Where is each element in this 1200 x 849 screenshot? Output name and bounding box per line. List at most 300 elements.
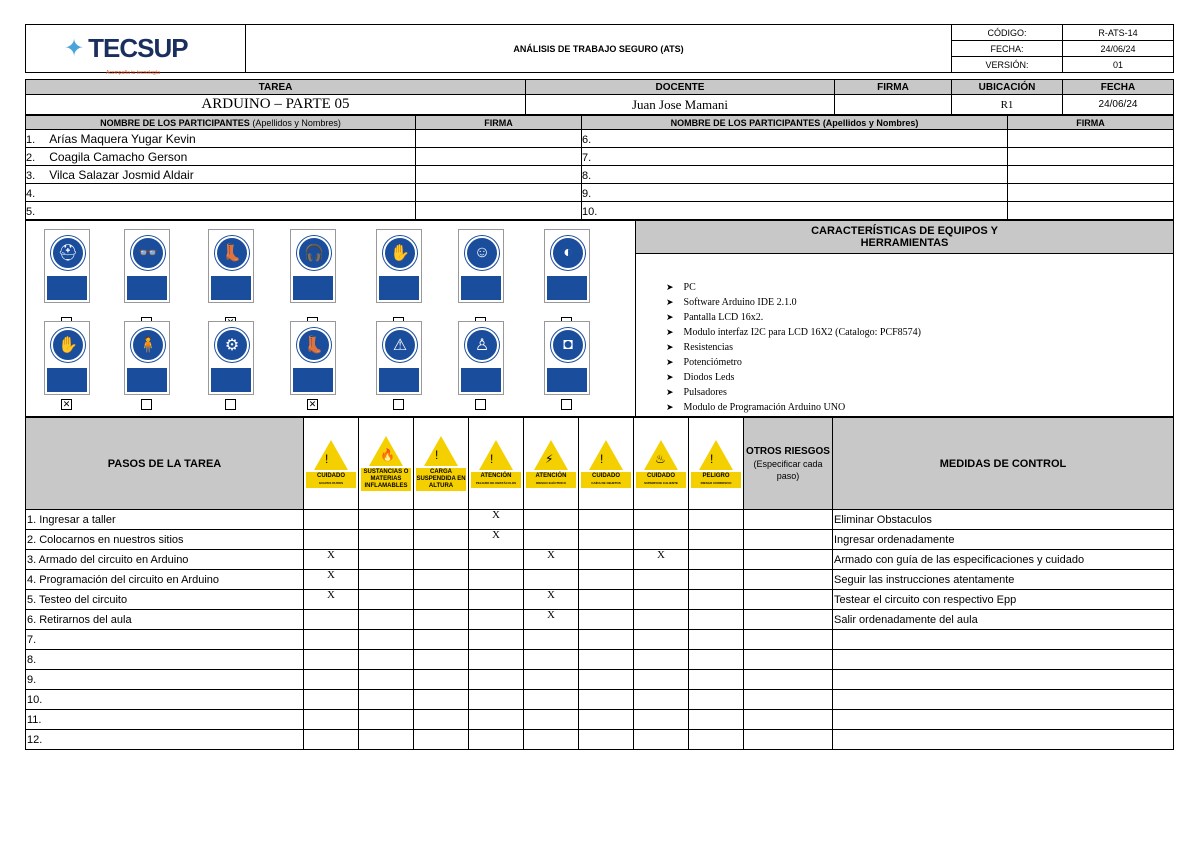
risk-sign-cell (579, 418, 634, 510)
participant-name-cell[interactable] (582, 166, 1008, 184)
risk-mark-cell[interactable] (579, 690, 634, 710)
ppe-sign-text (47, 276, 87, 300)
risk-mark-cell[interactable] (524, 570, 579, 590)
header-table (25, 24, 1174, 76)
other-risk-cell[interactable] (744, 570, 833, 590)
meta-label: CÓDIGO: (952, 25, 1063, 41)
ppe-sign (458, 321, 504, 395)
step-text[interactable]: 3. Armado del circuito en Arduino (26, 550, 304, 570)
risk-mark-cell[interactable] (469, 550, 524, 570)
risk-mark-cell[interactable] (689, 730, 744, 750)
ppe-checkbox[interactable]: ✕ (308, 399, 317, 409)
ppe-sign-text (461, 276, 501, 300)
other-risk-cell[interactable] (744, 510, 833, 530)
risk-mark-cell[interactable] (524, 650, 579, 670)
other-risk-cell[interactable] (744, 730, 833, 750)
participant-signature-cell[interactable] (416, 130, 582, 148)
participant-name-cell[interactable] (26, 130, 416, 148)
warning-triangle-icon (534, 440, 568, 470)
step-row (26, 530, 1174, 550)
warning-triangle-icon (699, 440, 733, 470)
risk-mark-cell[interactable] (359, 630, 414, 650)
risk-sign-title: CARGA SUSPENDIDA EN ALTURA (416, 469, 466, 489)
helmet-icon: ⛑ (51, 236, 85, 270)
participant-signature-cell[interactable] (416, 166, 582, 184)
control-measure-text[interactable]: Testear el circuito con respectivo Epp (833, 590, 1174, 610)
risk-mark-cell[interactable] (414, 730, 469, 750)
meta-value: R-ATS-14 (1063, 25, 1174, 41)
participant-number: 3. (26, 169, 36, 182)
step-text[interactable]: 4. Programación del circuito en Arduino (26, 570, 304, 590)
risk-mark-cell[interactable] (469, 670, 524, 690)
risk-mark-cell[interactable] (469, 690, 524, 710)
risk-mark-cell[interactable] (634, 690, 689, 710)
other-risk-cell[interactable] (744, 630, 833, 650)
warning-glyph: ⚡ (545, 451, 554, 466)
ubicacion-value[interactable]: R1 (952, 95, 1063, 115)
risk-sign-title: CUIDADO (317, 472, 345, 479)
tecsup-logo-icon: ✦ (64, 35, 85, 62)
risk-mark-cell[interactable] (634, 510, 689, 530)
risk-mark-cell[interactable]: X (524, 590, 579, 610)
control-measures-label: MEDIDAS DE CONTROL (833, 418, 1174, 510)
risk-mark-cell[interactable] (579, 530, 634, 550)
participant-name: Coagila Camacho Gerson (49, 149, 188, 164)
ppe-checkbox[interactable] (475, 399, 486, 410)
ppe-sign-text (47, 368, 87, 392)
participant-name-cell[interactable] (26, 202, 416, 220)
warning-glyph: ♨ (655, 451, 666, 466)
risk-mark-cell[interactable] (359, 510, 414, 530)
ppe-sign (544, 321, 590, 395)
control-measure-text[interactable] (833, 690, 1174, 710)
risk-sign-cell (524, 418, 579, 510)
risk-mark-cell[interactable] (579, 650, 634, 670)
risk-mark-cell[interactable] (634, 630, 689, 650)
ats-sheet (25, 24, 1173, 750)
equipment-list (636, 254, 1173, 415)
risk-mark-cell[interactable] (359, 570, 414, 590)
risk-mark-cell[interactable]: X (469, 510, 524, 530)
risk-mark-cell[interactable] (414, 610, 469, 630)
risk-mark-cell[interactable] (359, 710, 414, 730)
warning-triangle-icon (479, 440, 513, 470)
logo-tagline: Acompaña tu tecnología (106, 70, 160, 76)
step-text[interactable]: 9. (26, 670, 304, 690)
gloves-icon: ✋ (383, 236, 417, 270)
tarea-label: TAREA (26, 80, 526, 95)
step-text[interactable]: 8. (26, 650, 304, 670)
risk-mark-cell[interactable] (414, 710, 469, 730)
control-measure-text[interactable]: Seguir las instrucciones atentamente (833, 570, 1174, 590)
risk-sign-label (526, 472, 576, 488)
participant-row (26, 184, 1174, 202)
risk-mark-cell[interactable] (414, 650, 469, 670)
apron-icon: ♙ (465, 328, 499, 362)
ppe-sign (376, 321, 422, 395)
participant-number: 6. (582, 133, 592, 146)
warning-triangle-icon (369, 436, 403, 466)
risk-mark-cell[interactable] (304, 610, 359, 630)
ppe-sign-text (127, 368, 167, 392)
participant-signature-cell[interactable] (1008, 130, 1174, 148)
control-measure-text[interactable] (833, 730, 1174, 750)
participant-number: 5. (26, 205, 36, 218)
ppe-panel (26, 221, 636, 417)
risk-mark-cell[interactable] (634, 730, 689, 750)
ppe-sign-text (211, 368, 251, 392)
ppe-checkbox[interactable] (393, 399, 404, 410)
risk-mark-cell[interactable] (524, 670, 579, 690)
step-row (26, 710, 1174, 730)
risk-mark-cell[interactable] (359, 670, 414, 690)
boots-icon: 👢 (215, 236, 249, 270)
risk-mark-cell[interactable] (469, 630, 524, 650)
participant-signature-cell[interactable] (1008, 202, 1174, 220)
participant-signature-cell[interactable] (1008, 148, 1174, 166)
risk-mark-cell[interactable] (579, 510, 634, 530)
firma-label: FIRMA (835, 80, 952, 95)
risk-mark-cell[interactable]: X (634, 550, 689, 570)
step-row (26, 550, 1174, 570)
equipment-item: ➤ Diodos Leds (666, 370, 1173, 385)
participants-label-text: NOMBRE DE LOS PARTICIPANTES (100, 117, 250, 128)
participant-name-cell[interactable] (582, 130, 1008, 148)
control-measure-text[interactable]: Eliminar Obstaculos (833, 510, 1174, 530)
risk-mark-cell[interactable] (579, 670, 634, 690)
harness-icon: ⚙ (215, 328, 249, 362)
fecha-label: FECHA (1063, 80, 1174, 95)
risk-mark-cell[interactable] (634, 570, 689, 590)
control-measure-text[interactable] (833, 670, 1174, 690)
risk-mark-cell[interactable] (414, 670, 469, 690)
participant-number: 9. (582, 187, 592, 200)
risk-mark-cell[interactable] (359, 690, 414, 710)
participant-signature-cell[interactable] (416, 202, 582, 220)
risk-sign-subtitle: CAÍDA DE OBJETOS (591, 480, 621, 485)
risk-mark-cell[interactable] (634, 650, 689, 670)
fecha-value[interactable]: 24/06/24 (1063, 95, 1174, 115)
equipment-title: CARACTERÍSTICAS DE EQUIPOS Y HERRAMIENTAS (636, 221, 1173, 254)
other-risks-title: OTROS RIESGOS (746, 445, 830, 457)
equipment-item: ➤ Resistencias (666, 340, 1173, 355)
ppe-sign (544, 229, 590, 303)
step-text[interactable]: 1. Ingresar a taller (26, 510, 304, 530)
risk-mark-cell[interactable] (689, 650, 744, 670)
risk-sign-label (471, 472, 521, 488)
steps-label: PASOS DE LA TAREA (26, 418, 304, 510)
risk-mark-cell[interactable]: X (304, 550, 359, 570)
risk-mark-cell[interactable] (634, 670, 689, 690)
ear-protection-icon: 🎧 (297, 236, 331, 270)
control-measure-text[interactable]: Armado con guía de las especificaciones y cuidado (833, 550, 1174, 570)
risk-mark-cell[interactable]: X (524, 550, 579, 570)
ppe-sign-text (127, 276, 167, 300)
ppe-sign (458, 229, 504, 303)
risk-mark-cell[interactable] (359, 730, 414, 750)
ppe-checkbox[interactable] (225, 399, 236, 410)
meta-label: VERSIÓN: (952, 57, 1063, 73)
welding-mask-icon: ◘ (551, 328, 585, 362)
ppe-sign-text (379, 276, 419, 300)
risk-mark-cell[interactable] (359, 610, 414, 630)
other-risks-subtitle: (Especificar cada paso) (753, 458, 823, 481)
control-measure-text[interactable] (833, 630, 1174, 650)
ppe-sign (208, 321, 254, 395)
risk-mark-cell[interactable] (524, 510, 579, 530)
step-text[interactable]: 6. Retirarnos del aula (26, 610, 304, 630)
logo-cell (26, 25, 246, 76)
risk-mark-cell[interactable] (689, 670, 744, 690)
logo-text: TECSUP (88, 33, 188, 63)
ppe-sign (290, 229, 336, 303)
participant-name-cell[interactable] (582, 148, 1008, 166)
risk-mark-cell[interactable] (689, 630, 744, 650)
risk-mark-cell[interactable] (304, 690, 359, 710)
control-measure-text[interactable]: Ingresar ordenadamente (833, 530, 1174, 550)
risk-mark-cell[interactable] (304, 730, 359, 750)
docente-value[interactable]: Juan Jose Mamani (526, 95, 835, 115)
participant-name-cell[interactable] (582, 202, 1008, 220)
risk-sign-title: CUIDADO (647, 472, 675, 479)
risk-mark-cell[interactable] (414, 530, 469, 550)
participant-row (26, 148, 1174, 166)
risk-mark-cell[interactable] (414, 570, 469, 590)
warning-triangle-icon (314, 440, 348, 470)
participant-row (26, 130, 1174, 148)
other-risk-cell[interactable] (744, 530, 833, 550)
risk-mark-cell[interactable] (359, 550, 414, 570)
risk-mark-cell[interactable] (469, 610, 524, 630)
guard-icon: ⚠ (383, 328, 417, 362)
risk-mark-cell[interactable] (634, 590, 689, 610)
risk-mark-cell[interactable] (469, 730, 524, 750)
risk-mark-cell[interactable] (304, 530, 359, 550)
safety-suit-icon: 🧍 (131, 328, 165, 362)
ppe-sign (44, 321, 90, 395)
participant-signature-cell[interactable] (1008, 166, 1174, 184)
ppe-sign-text (461, 368, 501, 392)
participants-firma-label-right: FIRMA (1008, 116, 1174, 130)
participant-number: 2. (26, 151, 36, 164)
warning-glyph: ! (490, 451, 494, 466)
risk-mark-cell[interactable] (579, 730, 634, 750)
participants-body (26, 130, 1174, 220)
step-text[interactable]: 11. (26, 710, 304, 730)
risk-mark-cell[interactable] (579, 590, 634, 610)
risk-mark-cell[interactable] (524, 690, 579, 710)
dielectric-gloves-icon: ✋ (51, 328, 85, 362)
participant-signature-cell[interactable] (1008, 184, 1174, 202)
risk-mark-cell[interactable] (689, 570, 744, 590)
warning-glyph: ! (710, 451, 714, 466)
participant-number: 8. (582, 169, 592, 182)
ppe-sign-text (379, 368, 419, 392)
risk-mark-cell[interactable] (359, 530, 414, 550)
risk-mark-cell[interactable] (414, 690, 469, 710)
participants-label (26, 116, 416, 130)
step-text[interactable]: 2. Colocarnos en nuestros sitios (26, 530, 304, 550)
risk-mark-cell[interactable] (634, 710, 689, 730)
warning-glyph: 🔥 (380, 448, 395, 462)
risk-mark-cell[interactable] (414, 550, 469, 570)
risk-header-row (26, 418, 1174, 510)
risk-mark-cell[interactable] (359, 650, 414, 670)
step-row (26, 630, 1174, 650)
participants-label-sub: (Apellidos y Nombres) (252, 117, 341, 128)
ppe-area (26, 221, 635, 416)
risk-mark-cell[interactable] (689, 510, 744, 530)
equipment-item: ➤ Pulsadores (666, 385, 1173, 400)
participant-name-cell[interactable] (26, 166, 416, 184)
step-text[interactable]: 5. Testeo del circuito (26, 590, 304, 610)
other-risk-cell[interactable] (744, 550, 833, 570)
equipment-item: ➤ Modulo interfaz I2C para LCD 16X2 (Catalogo: PCF8574) (666, 325, 1173, 340)
risk-sign-title: PELIGRO (702, 472, 730, 479)
warning-triangle-icon (589, 440, 623, 470)
goggles-icon: 👓 (131, 236, 165, 270)
risk-mark-cell[interactable] (469, 650, 524, 670)
warning-glyph: ! (325, 451, 329, 466)
participant-name: Vilca Salazar Josmid Aldair (49, 167, 194, 182)
risk-mark-cell[interactable] (524, 530, 579, 550)
risk-mark-cell[interactable] (579, 710, 634, 730)
participant-number: 7. (582, 151, 592, 164)
risk-mark-cell[interactable] (689, 690, 744, 710)
risk-sign-label (581, 472, 631, 488)
firma-value[interactable] (835, 95, 952, 115)
risk-mark-cell[interactable] (579, 630, 634, 650)
risk-mark-cell[interactable] (579, 550, 634, 570)
ppe-checkbox[interactable] (561, 399, 572, 410)
risk-mark-cell[interactable] (304, 630, 359, 650)
risk-mark-cell[interactable] (579, 570, 634, 590)
equipment-item: ➤ PC (666, 280, 1173, 295)
risk-mark-cell[interactable]: X (304, 570, 359, 590)
ppe-checkbox[interactable]: ✕ (62, 399, 71, 409)
risk-mark-cell[interactable] (304, 510, 359, 530)
risk-mark-cell[interactable] (689, 710, 744, 730)
risk-mark-cell[interactable] (634, 610, 689, 630)
risk-mark-cell[interactable] (524, 730, 579, 750)
risk-mark-cell[interactable] (524, 710, 579, 730)
risk-mark-cell[interactable] (634, 530, 689, 550)
risk-mark-cell[interactable] (414, 630, 469, 650)
risk-mark-cell[interactable]: X (524, 610, 579, 630)
risk-sign-subtitle: GOLPES DUROS (318, 480, 344, 485)
risk-mark-cell[interactable] (524, 630, 579, 650)
risk-mark-cell[interactable] (414, 590, 469, 610)
respirator-icon: ☺ (465, 236, 499, 270)
risk-sign-label (691, 472, 741, 488)
step-row (26, 650, 1174, 670)
other-risk-cell[interactable] (744, 690, 833, 710)
other-risk-cell[interactable] (744, 710, 833, 730)
other-risks-label (744, 418, 833, 510)
step-row (26, 730, 1174, 750)
ppe-checkbox[interactable] (141, 399, 152, 410)
risk-mark-cell[interactable] (469, 590, 524, 610)
risk-mark-cell[interactable] (304, 710, 359, 730)
risk-mark-cell[interactable] (579, 610, 634, 630)
participants-table (25, 115, 1174, 220)
steps-body (26, 510, 1174, 750)
task-info-table (25, 79, 1174, 115)
equipment-item: ➤ Modulo de Programación Arduino UNO (666, 400, 1173, 415)
participant-row (26, 202, 1174, 220)
step-text[interactable]: 10. (26, 690, 304, 710)
control-measure-text[interactable]: Salir ordenadamente del aula (833, 610, 1174, 630)
other-risk-cell[interactable] (744, 670, 833, 690)
warning-glyph: ! (435, 448, 439, 462)
risk-mark-cell[interactable]: X (469, 530, 524, 550)
ppe-sign (124, 321, 170, 395)
other-risk-cell[interactable] (744, 610, 833, 630)
step-text[interactable]: 12. (26, 730, 304, 750)
control-measure-text[interactable] (833, 710, 1174, 730)
step-row (26, 590, 1174, 610)
risk-mark-cell[interactable] (469, 710, 524, 730)
ppe-sign-text (293, 276, 333, 300)
other-risk-cell[interactable] (744, 590, 833, 610)
ppe-sign (124, 229, 170, 303)
step-row (26, 670, 1174, 690)
step-text[interactable]: 7. (26, 630, 304, 650)
risk-mark-cell[interactable] (469, 570, 524, 590)
dielectric-boots-icon: 👢 (297, 328, 331, 362)
ppe-sign-text (293, 368, 333, 392)
meta-value: 01 (1063, 57, 1174, 73)
risk-sign-cell (359, 418, 414, 510)
meta-value: 24/06/24 (1063, 41, 1174, 57)
ppe-equipment-table (25, 220, 1174, 417)
logo (26, 33, 245, 64)
ppe-sign-text (211, 276, 251, 300)
risk-mark-cell[interactable] (304, 670, 359, 690)
risk-sign-label (636, 472, 686, 488)
risk-mark-cell[interactable] (304, 650, 359, 670)
risk-sign-subtitle: SUPERFICIE CALIENTE (644, 480, 678, 485)
ppe-sign (44, 229, 90, 303)
risk-mark-cell[interactable] (689, 590, 744, 610)
participant-signature-cell[interactable] (416, 184, 582, 202)
participant-name-cell[interactable] (26, 184, 416, 202)
risk-mark-cell[interactable] (689, 530, 744, 550)
risk-mark-cell[interactable] (689, 610, 744, 630)
other-risk-cell[interactable] (744, 650, 833, 670)
risk-mark-cell[interactable]: X (304, 590, 359, 610)
risk-sign-title: ATENCIÓN (480, 472, 512, 479)
risk-sign-cell (304, 418, 359, 510)
risk-mark-cell[interactable] (359, 590, 414, 610)
ppe-sign (208, 229, 254, 303)
risk-sign-label (361, 468, 411, 491)
risk-sign-label (306, 472, 356, 488)
participant-name-cell[interactable] (582, 184, 1008, 202)
risk-mark-cell[interactable] (414, 510, 469, 530)
tarea-value[interactable]: ARDUINO – PARTE 05 (26, 95, 526, 115)
participants-firma-label: FIRMA (416, 116, 582, 130)
risk-mark-cell[interactable] (689, 550, 744, 570)
risk-sign-cell (469, 418, 524, 510)
control-measure-text[interactable] (833, 650, 1174, 670)
step-row (26, 510, 1174, 530)
participant-row (26, 166, 1174, 184)
ppe-sign-text (547, 368, 587, 392)
participant-signature-cell[interactable] (416, 148, 582, 166)
risk-sign-cell (689, 418, 744, 510)
participant-name-cell[interactable] (26, 148, 416, 166)
